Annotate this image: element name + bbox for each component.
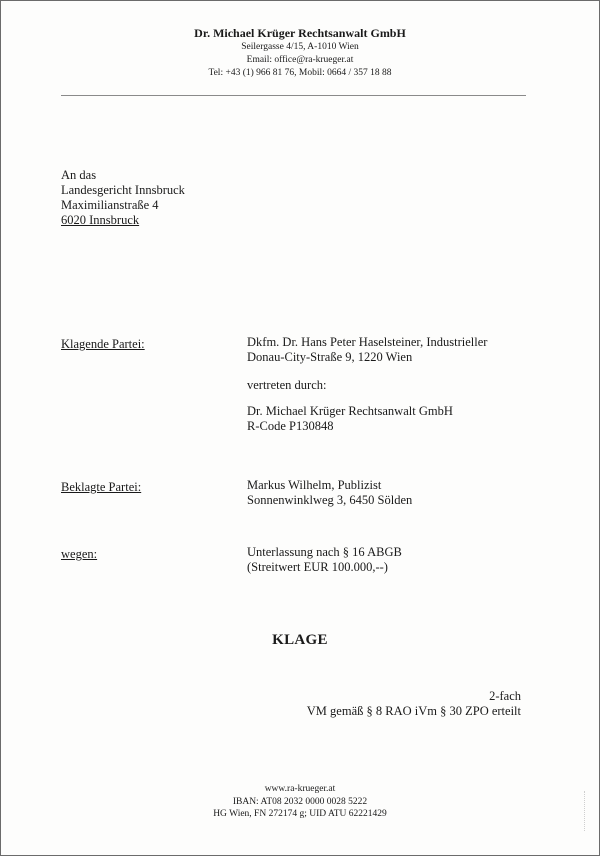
regarding-details xyxy=(247,545,402,575)
footer-registry: HG Wien, FN 272174 g; UID ATU 62221429 xyxy=(213,809,387,819)
power-of-attorney-note: VM gemäß § 8 RAO iVm § 30 ZPO erteilt xyxy=(306,704,521,718)
defendant-label: Beklagte Partei: xyxy=(61,480,142,494)
copies-note: 2-fach xyxy=(489,689,521,703)
plaintiff-counsel xyxy=(247,404,453,434)
firm-name: Dr. Michael Krüger Rechtsanwalt GmbH xyxy=(194,26,406,40)
regarding-line-2: (Streitwert EUR 100.000,--) xyxy=(247,560,388,574)
regarding-label: wegen: xyxy=(61,547,98,561)
plaintiff-label: Klagende Partei: xyxy=(61,337,145,351)
defendant-name: Markus Wilhelm, Publizist xyxy=(247,478,382,492)
firm-email: Email: office@ra-krueger.at xyxy=(246,55,354,65)
recipient-line-4: 6020 Innsbruck xyxy=(61,213,140,227)
defendant-details xyxy=(247,478,412,508)
plaintiff-address: Donau-City-Straße 9, 1220 Wien xyxy=(247,350,413,364)
plaintiff-name: Dkfm. Dr. Hans Peter Haselsteiner, Industrieller xyxy=(247,335,488,349)
defendant-address: Sonnenwinklweg 3, 6450 Sölden xyxy=(247,493,413,507)
footer-website: www.ra-krueger.at xyxy=(264,784,336,794)
recipient-line-2: Landesgericht Innsbruck xyxy=(61,183,185,197)
footer xyxy=(1,783,599,821)
document-title: KLAGE xyxy=(272,632,328,648)
scan-edge-mark xyxy=(578,791,585,831)
firm-address: Seilergasse 4/15, A-1010 Wien xyxy=(241,42,359,52)
firm-phone: Tel: +43 (1) 966 81 76, Mobil: 0664 / 357 18 88 xyxy=(208,68,392,78)
footer-iban: IBAN: AT08 2032 0000 0028 5222 xyxy=(232,796,368,807)
letterhead xyxy=(1,27,599,80)
regarding-line-1: Unterlassung nach § 16 ABGB xyxy=(247,545,402,559)
letterhead-divider xyxy=(61,95,526,96)
represented-by: vertreten durch: xyxy=(247,378,327,392)
counsel-name: Dr. Michael Krüger Rechtsanwalt GmbH xyxy=(247,404,453,418)
recipient-line-3: Maximilianstraße 4 xyxy=(61,198,159,212)
recipient-address xyxy=(61,168,185,228)
recipient-line-1: An das xyxy=(61,168,97,182)
plaintiff-details xyxy=(247,335,487,365)
counsel-rcode: R-Code P130848 xyxy=(247,419,334,433)
